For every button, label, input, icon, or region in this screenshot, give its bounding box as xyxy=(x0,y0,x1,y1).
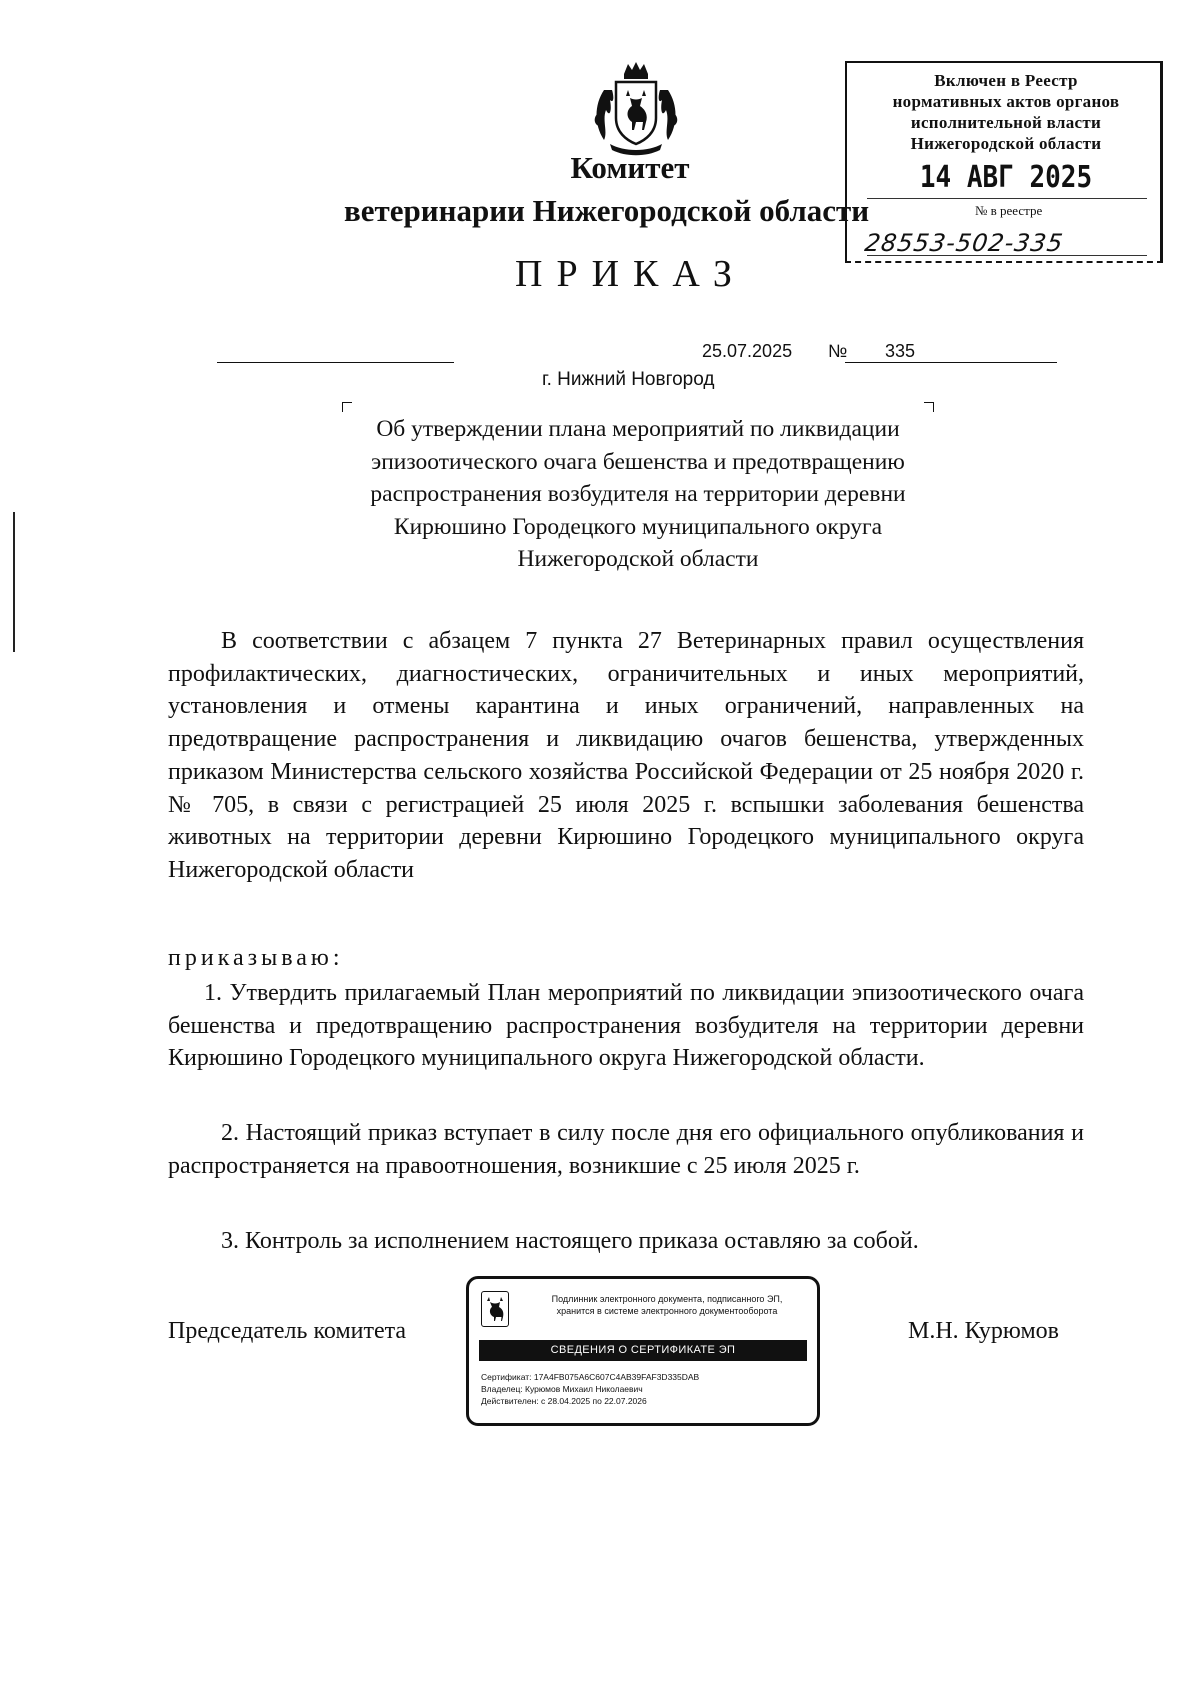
esign-note-line2: хранится в системе электронного документооборота xyxy=(556,1306,778,1316)
blank-date-line xyxy=(217,362,454,363)
document-type-title: ПРИКАЗ xyxy=(515,253,746,295)
scan-edge-mark xyxy=(13,512,15,652)
signer-role: Председатель комитета xyxy=(168,1318,407,1344)
stamp-line-4: Нижегородской области xyxy=(910,134,1102,153)
esign-validity: Действителен: с 28.04.2025 по 22.07.2026 xyxy=(481,1396,647,1406)
order-word: приказываю: xyxy=(168,945,344,971)
signer-name: М.Н. Курюмов xyxy=(908,1318,1060,1344)
electronic-signature-block xyxy=(466,1276,820,1426)
registry-stamp xyxy=(845,61,1163,263)
order-item-3: 3. Контроль за исполнением настоящего приказа оставляю за собой. xyxy=(221,1228,919,1254)
committee-title-line2: ветеринарии Нижегородской области xyxy=(344,193,870,228)
stamp-underline xyxy=(867,255,1147,256)
esign-certificate-id: Сертификат: 17A4FB075A6C607C4AB39FAF3D335DAB xyxy=(481,1372,700,1382)
document-date: 25.07.2025 xyxy=(702,341,793,361)
document-subject: Об утверждении плана мероприятий по ликвидации эпизоотического очага бешенства и предотвращению распространения возбудителя на территории деревни Кирюшино Городецкого муниципального округа Нижегородской области xyxy=(370,416,906,572)
committee-title-line1: Комитет xyxy=(570,150,690,185)
stamp-line-3: исполнительной власти xyxy=(910,113,1102,132)
stamp-line-1: Включен в Реестр xyxy=(934,71,1078,90)
esign-owner: Владелец: Курюмов Михаил Николаевич xyxy=(481,1384,643,1394)
order-item-2: 2. Настоящий приказ вступает в силу после дня его официального опубликования и распространяется на правоотношения, возникшие с 25 июля 2025 г. xyxy=(168,1120,1084,1179)
deer-emblem-icon xyxy=(481,1291,509,1327)
document-number: 335 xyxy=(885,341,916,361)
document-city: г. Нижний Новгород xyxy=(542,369,715,390)
number-sign: № xyxy=(828,341,848,361)
esign-note-line1: Подлинник электронного документа, подписанного ЭП, xyxy=(551,1294,783,1304)
stamp-registry-label: № в реестре xyxy=(975,203,1043,218)
esign-certificate-details xyxy=(481,1371,811,1407)
preamble-paragraph: В соответствии с абзацем 7 пункта 27 Ветеринарных правил осуществления профилактических, диагностических, ограничительных и иных мероприятий, установления и отмены карантина и иных ограничений, направленных на предотвращение распространения и ликвидацию очагов бешенства, утвержденных приказом Министерства сельского хозяйства Российской Федерации от 25 ноября 2020 г. № 705, в связи с регистрацией 25 июля 2025 г. вспышки заболевания бешенства животных на территории деревни Кирюшино Городецкого муниципального округа Нижегородской области xyxy=(168,628,1084,883)
stamp-registry-number: 28553-502-335 xyxy=(863,229,1066,257)
esign-certificate-header: СВЕДЕНИЯ О СЕРТИФИКАТЕ ЭП xyxy=(479,1340,807,1361)
subject-corner-left xyxy=(342,402,352,412)
subject-corner-right xyxy=(924,402,934,412)
esign-note xyxy=(517,1293,817,1317)
stamp-line-2: нормативных актов органов xyxy=(892,92,1120,111)
stamp-date: 14 АВГ 2025 xyxy=(919,160,1093,196)
stamp-divider xyxy=(867,198,1147,199)
order-item-1: 1. Утвердить прилагаемый План мероприятий по ликвидации эпизоотического очага бешенства и предотвращению распространения возбудителя на территории деревни Кирюшино Городецкого муниципального округа Нижегородской области. xyxy=(168,980,1084,1072)
coat-of-arms-icon xyxy=(590,60,682,158)
number-underline xyxy=(845,362,1057,363)
